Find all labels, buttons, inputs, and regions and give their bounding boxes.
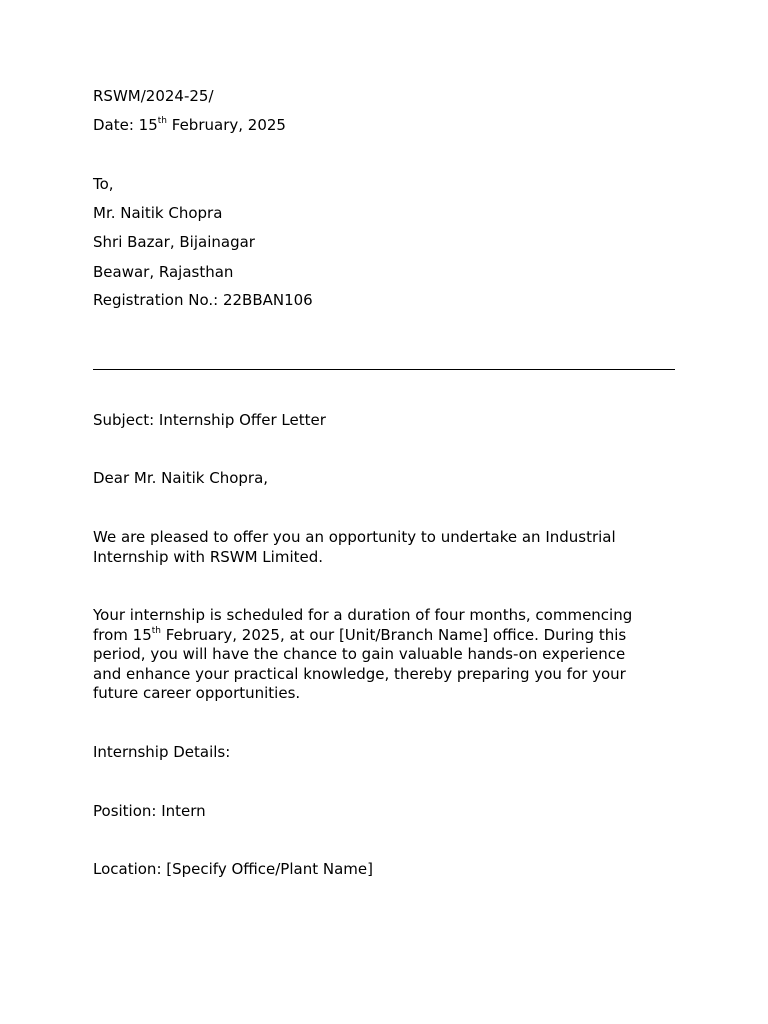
schedule-date-suffix: February, 2025, at our [Unit/Branch Name] office. During this: [161, 625, 627, 644]
paragraph-offer-line: We are pleased to offer you an opportunity to undertake an Industrial: [93, 528, 616, 546]
recipient-name: Mr. Naitik Chopra: [93, 204, 223, 222]
date-prefix: Date: 15: [93, 116, 158, 134]
recipient-address-line2: Beawar, Rajasthan: [93, 263, 234, 281]
recipient-address-line1: Shri Bazar, Bijainagar: [93, 233, 255, 251]
horizontal-divider: [93, 369, 675, 370]
date-superscript: th: [157, 116, 167, 126]
schedule-date-prefix: from 15: [93, 625, 152, 644]
reference-number: RSWM/2024-25/: [93, 87, 214, 105]
paragraph-offer: [93, 528, 683, 567]
registration-number: Registration No.: 22BBAN106: [93, 291, 313, 309]
location-detail: Location: [Specify Office/Plant Name]: [93, 860, 373, 878]
salutation: Dear Mr. Naitik Chopra,: [93, 469, 269, 487]
paragraph-schedule-line: [93, 626, 683, 646]
paragraph-schedule-line: Your internship is scheduled for a duration of four months, commencing: [93, 606, 633, 624]
subject-line: Subject: Internship Offer Letter: [93, 411, 326, 429]
date-suffix: February, 2025: [167, 116, 286, 134]
letter-date: [93, 115, 286, 135]
schedule-date-superscript: th: [151, 625, 161, 636]
paragraph-schedule-line: period, you will have the chance to gain valuable hands-on experience: [93, 645, 626, 663]
paragraph-schedule-line: and enhance your practical knowledge, thereby preparing you for your: [93, 664, 626, 683]
paragraph-offer-line: Internship with RSWM Limited.: [93, 547, 324, 566]
to-label: To,: [93, 175, 114, 193]
internship-details-heading: Internship Details:: [93, 743, 231, 761]
paragraph-schedule: [93, 606, 683, 704]
position-detail: Position: Intern: [93, 802, 206, 820]
paragraph-schedule-line: future career opportunities.: [93, 684, 301, 702]
